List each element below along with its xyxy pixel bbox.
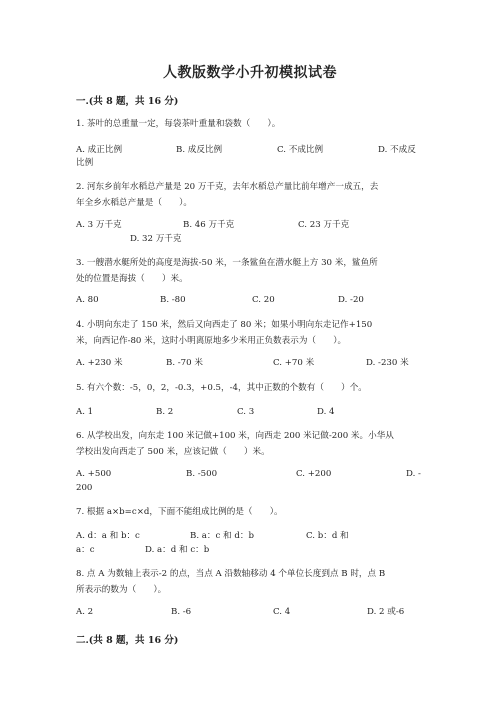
q6-option-c: C. +200 [296, 469, 332, 479]
q6-option-b: B. -500 [186, 469, 218, 479]
q1-option-d-wrap: 比例 [76, 158, 94, 168]
q2-option-d: D. 32 万千克 [130, 234, 182, 244]
question-8-line-1: 8. 点 A 为数轴上表示-2 的点，当点 A 沿数轴移动 4 个单位长度到点 B 时，点 B [76, 569, 386, 579]
question-7: 7. 根据 a×b=c×d，下面不能组成比例的是（ ）。 [76, 507, 283, 517]
q3-option-d: D. -20 [338, 295, 364, 305]
question-6-line-2: 学校出发向西走了 500 米，应该记做（ ）米。 [76, 447, 270, 457]
q8-option-d: D. 2 或-6 [367, 607, 405, 617]
question-4-line-2: 米，向西记作-80 米，这时小明离原地多少米用正负数表示为（ ）。 [76, 336, 347, 346]
q1-option-b: B. 成反比例 [176, 145, 223, 155]
section-1-header: 一.(共 8 题，共 16 分) [76, 96, 179, 107]
q6-option-d: D. - [406, 469, 421, 479]
q7-option-c: C. b：d 和 [306, 531, 349, 541]
q5-option-b: B. 2 [156, 407, 174, 417]
q6-option-a: A. +500 [76, 469, 112, 479]
question-3 [76, 255, 424, 287]
question-5: 5. 有六个数：-5，0，2，-0.3，+0.5，-4，其中正数的个数有（ ）个。 [76, 383, 367, 393]
q2-option-a: A. 3 万千克 [76, 220, 122, 230]
q8-option-a: A. 2 [76, 607, 94, 617]
q3-option-a: A. 80 [76, 295, 99, 305]
question-4 [76, 317, 424, 349]
q4-option-c: C. +70 米 [273, 358, 315, 368]
question-1: 1. 茶叶的总重量一定，每袋茶叶重量和袋数（ ）。 [76, 119, 281, 129]
q8-option-c: C. 4 [273, 607, 291, 617]
q7-option-d: D. a：d 和 c：b [145, 545, 210, 555]
q7-option-c-wrap: a：c [76, 545, 95, 555]
q8-option-b: B. -6 [171, 607, 192, 617]
q7-option-b: B. a：c 和 d：b [190, 531, 254, 541]
question-3-line-1: 3. 一艘潜水艇所处的高度是海拔-50 米，一条鲨鱼在潜水艇上方 30 米，鲨鱼所 [76, 258, 378, 268]
q3-option-b: B. -80 [160, 295, 186, 305]
q4-option-d: D. -230 米 [366, 358, 409, 368]
q1-option-d: D. 不成反 [378, 145, 416, 155]
q2-option-c: C. 23 万千克 [298, 220, 350, 230]
q7-option-a: A. d：a 和 b：c [76, 531, 140, 541]
page-title: 人教版数学小升初模拟试卷 [163, 65, 337, 81]
question-3-line-2: 处的位置是海拔（ ）米。 [76, 274, 188, 284]
q2-option-b: B. 46 万千克 [183, 220, 235, 230]
q4-option-b: B. -70 米 [166, 358, 203, 368]
q5-option-a: A. 1 [76, 407, 94, 417]
question-6 [76, 428, 424, 460]
question-4-line-1: 4. 小明向东走了 150 米，然后又向西走了 80 米；如果小明向东走记作+150 [76, 320, 373, 330]
section-2-header: 二.(共 8 题，共 16 分) [76, 635, 179, 646]
q3-option-c: C. 20 [252, 295, 275, 305]
question-2-line-2: 年全乡水稻总产量是（ ）。 [76, 198, 193, 208]
q6-option-d-wrap: 200 [76, 483, 93, 493]
q5-option-c: C. 3 [237, 407, 255, 417]
question-8 [76, 566, 424, 598]
question-8-line-2: 所表示的数为（ ）。 [76, 585, 167, 595]
q1-option-a: A. 成正比例 [76, 145, 123, 155]
question-2 [76, 179, 424, 211]
q1-option-c: C. 不成比例 [277, 145, 324, 155]
q5-option-d: D. 4 [317, 407, 335, 417]
question-2-line-1: 2. 河东乡前年水稻总产量是 20 万千克，去年水稻总产量比前年增产一成五，去 [76, 182, 379, 192]
question-6-line-1: 6. 从学校出发，向东走 100 米记做+100 米，向西走 200 米记做-200 米。小华从 [76, 431, 394, 441]
q4-option-a: A. +230 米 [76, 358, 123, 368]
